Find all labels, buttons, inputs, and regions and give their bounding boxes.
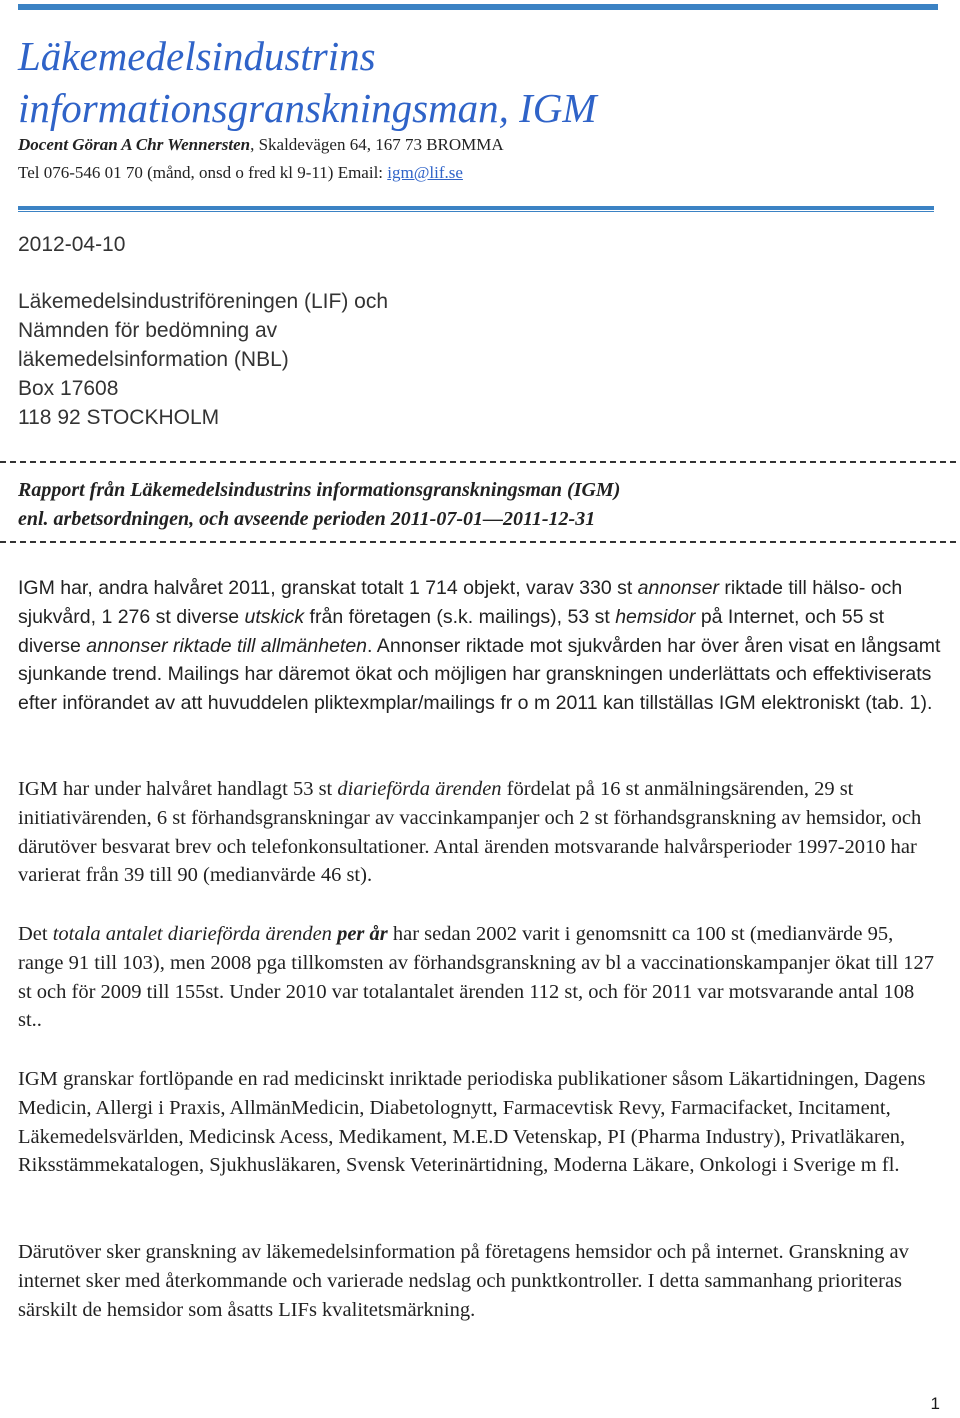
org-title-line2: informationsgranskningsman, IGM: [18, 85, 597, 131]
p1-text-i: . Annonser riktade mot sjukvården har över åren visat en långsamt sjunkande trend. Mailings har däremot ökat och möjligen har granskningen underlättats och effektiviserats efter införandet av att huvuddelen pliktexmplar/mailings fr o m 2011 kan tillställas IGM elektroniskt (tab. 1).: [18, 634, 941, 715]
p1-text-a: IGM har, andra halvåret 2011, granskat totalt 1 714 objekt, varav 330 st: [18, 577, 638, 599]
p3-text-d: per år: [337, 923, 388, 945]
header-bottom-rule: [18, 206, 934, 210]
page-number: 1: [930, 1394, 940, 1413]
p3-text-b: totala antalet diarieförda ärenden: [52, 923, 332, 945]
recipient-line3: läkemedelsinformation (NBL): [18, 348, 289, 371]
org-title-line1: Läkemedelsindustrins: [18, 33, 376, 79]
p1-text-h: annonser riktade till allmänheten: [86, 634, 368, 657]
recipient-line2: Nämnden för bedömning av: [18, 319, 278, 342]
p1-text-f: hemsidor: [615, 605, 696, 628]
contact-phone: Tel 076-546 01 70 (månd, onsd o fred kl 9-11) Email:: [18, 163, 388, 182]
p1-text-e: från företagen (s.k. mailings), 53 st: [304, 605, 616, 628]
contact-name: Docent Göran A Chr Wennersten: [18, 135, 251, 154]
p1-text-b: annonser: [637, 577, 719, 599]
subject-line1: Rapport från Läkemedelsindustrins informationsgranskningsman (IGM): [18, 479, 621, 501]
p3-text-e: har sedan 2002 varit i genomsnitt ca 100 st (medianvärde 95, range 91 till 103), men 2008 pga tillkomsten av förhandsgranskning av bl a vaccinationskampanjer ökat till 127 st och för 2009 till 155st. Under 2010 var totalantalet ärenden 112 st, och för 2011 var motsvarande antal 108 st..: [18, 923, 935, 1032]
paragraph-publications: IGM granskar fortlöpande en rad medicinskt inriktade periodiska publikationer såsom Läkartidningen, Dagens Medicin, Allergi i Praxis, AllmänMedicin, Diabetolognytt, Farmacevtisk Revy, Farmacifacket, Incitament, Läkemedelsvärlden, Medicinsk Acess, Medikament, M.E.D Vetenskap, PI (Pharma Industry), Privatläkaren, Riksstämmekatalogen, Sjukhusläkaren, Svensk Veterinärtidning, Moderna Läkare, Onkologi i Sverige m fl.: [18, 1068, 926, 1177]
contact-address: , Skaldevägen 64, 167 73 BROMMA: [250, 135, 504, 154]
letter-date: 2012-04-10: [18, 233, 126, 256]
p2-text-b: diarieförda ärenden: [337, 778, 502, 800]
paragraph-cases: [18, 775, 943, 890]
header-top-rule: [18, 4, 938, 10]
contact-phone-email: [18, 162, 463, 184]
p1-text-c: riktade till hälso- och sjukvård, 1 276 st diverse: [18, 577, 903, 628]
contact-name-address: [18, 134, 504, 156]
paragraph-internet: Därutöver sker granskning av läkemedelsinformation på företagens hemsidor och på internet. Granskning av internet sker med återkommande och varierade nedslag och punktkontroller. I detta sammanhang prioriteras särskilt de hemsidor som åsatts LIFs kvalitetsmärkning.: [18, 1241, 909, 1321]
recipient-line4: Box 17608: [18, 377, 119, 400]
p1-text-g: på Internet, och 55 st diverse: [18, 605, 885, 657]
p1-text-d: utskick: [244, 605, 305, 628]
recipient-line1: Läkemedelsindustriföreningen (LIF) och: [18, 290, 389, 313]
p2-text-a: IGM har under halvåret handlagt 53 st: [18, 778, 338, 800]
subject-line2: enl. arbetsordningen, och avseende perioden 2011-07-01—2011-12-31: [18, 508, 596, 530]
email-link[interactable]: igm@lif.se: [387, 163, 463, 182]
paragraph-totals: [18, 920, 943, 1035]
p2-text-c: fördelat på 16 st anmälningsärenden, 29 st initiativärenden, 6 st förhandsgranskningar av vaccinkampanjer och 2 st förhandsgranskning av hemsidor, och därutöver besvarat brev och telefonkonsultationer. Antal ärenden motsvarande halvårsperioder 1997-2010 har varierat från 39 till 90 (medianvärde 46 st).: [18, 778, 922, 887]
p3-text-a: Det: [18, 923, 53, 945]
paragraph-review-summary: [18, 574, 943, 718]
recipient-line5: 118 92 STOCKHOLM: [18, 406, 220, 429]
